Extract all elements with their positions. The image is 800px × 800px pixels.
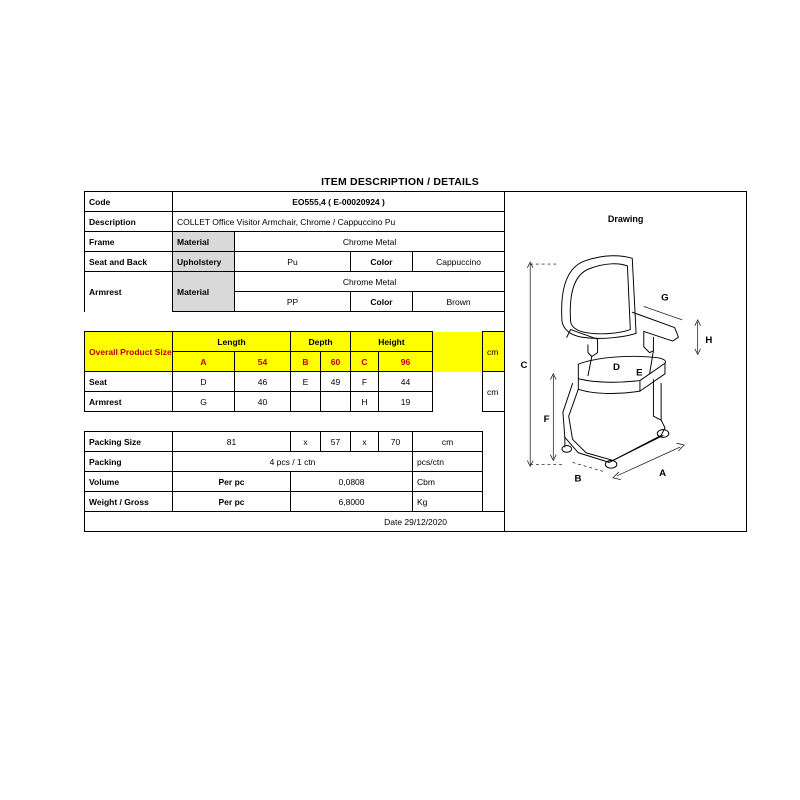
dim-label-c: C — [520, 359, 528, 371]
description-label: Description — [85, 212, 173, 232]
date-value: Date 29/12/2020 — [85, 512, 747, 532]
armrest-dims-blank1 — [291, 392, 321, 412]
seat-val-e: 49 — [321, 372, 351, 392]
armrest-sub-label: Material — [173, 272, 235, 312]
armrest-dims-pad — [433, 392, 483, 412]
weight-label: Weight / Gross — [85, 492, 173, 512]
dim-label-b: B — [574, 473, 582, 485]
dim-label-h: H — [705, 334, 713, 346]
drawing-figure — [509, 224, 742, 514]
volume-pad — [483, 472, 505, 492]
volume-value: 0,0808 — [291, 472, 413, 492]
drawing-title: Drawing — [607, 213, 644, 224]
overall-val-a: 54 — [235, 352, 291, 372]
dim-label-a: A — [659, 467, 667, 479]
volume-per: Per pc — [173, 472, 291, 492]
packing-size-x1: x — [291, 432, 321, 452]
weight-pad — [483, 492, 505, 512]
armrest-pp-value: PP — [235, 292, 351, 312]
overall-height-header: Height — [351, 332, 433, 352]
overall-key-b: B — [291, 352, 321, 372]
weight-value: 6,8000 — [291, 492, 413, 512]
overall-val-c: 96 — [379, 352, 433, 372]
packing-size-height: 70 — [379, 432, 413, 452]
armrest-key-g: G — [173, 392, 235, 412]
seat-unit: cm — [483, 372, 505, 412]
code-label: Code — [85, 192, 173, 212]
seat-val-f: 44 — [379, 372, 433, 392]
weight-per: Per pc — [173, 492, 291, 512]
volume-unit: Cbm — [413, 472, 483, 492]
armrest-dims-blank2 — [321, 392, 351, 412]
overall-key-a: A — [173, 352, 235, 372]
overall-depth-header: Depth — [291, 332, 351, 352]
seat-back-color-label: Color — [351, 252, 413, 272]
dim-label-g: G — [661, 292, 669, 304]
seat-key-e: E — [291, 372, 321, 392]
table-row — [85, 192, 747, 212]
item-details-table — [84, 191, 747, 532]
dim-label-d: D — [613, 361, 621, 373]
seat-val-d: 46 — [235, 372, 291, 392]
code-value: EO555,4 ( E-00020924 ) — [173, 192, 505, 212]
packing-value: 4 pcs / 1 ctn — [173, 452, 413, 472]
frame-sub-label: Material — [173, 232, 235, 252]
page-title: ITEM DESCRIPTION / DETAILS — [321, 176, 479, 188]
packing-size-label: Packing Size — [85, 432, 173, 452]
drawing-panel — [505, 192, 747, 532]
overall-val-b: 60 — [321, 352, 351, 372]
frame-label: Frame — [85, 232, 173, 252]
packing-size-unit: cm — [413, 432, 483, 452]
seat-key-f: F — [351, 372, 379, 392]
armrest-label: Armrest — [85, 272, 173, 312]
spec-sheet — [84, 176, 716, 532]
frame-value: Chrome Metal — [235, 232, 505, 252]
overall-value-pad — [433, 352, 483, 372]
seat-back-sub-label: Upholstery — [173, 252, 235, 272]
overall-length-header: Length — [173, 332, 291, 352]
armrest-dims-label: Armrest — [85, 392, 173, 412]
armrest-val-g: 40 — [235, 392, 291, 412]
volume-label: Volume — [85, 472, 173, 492]
packing-unit: pcs/ctn — [413, 452, 483, 472]
seat-pad — [433, 372, 483, 392]
weight-unit: Kg — [413, 492, 483, 512]
packing-size-x2: x — [351, 432, 379, 452]
armrest-color-value: Brown — [413, 292, 505, 312]
seat-dims-label: Seat — [85, 372, 173, 392]
dim-label-f: F — [543, 413, 550, 425]
overall-key-c: C — [351, 352, 379, 372]
armrest-material-value: Chrome Metal — [235, 272, 505, 292]
packing-size-width: 57 — [321, 432, 351, 452]
overall-size-label: Overall Product Size — [85, 332, 173, 372]
armrest-key-h: H — [351, 392, 379, 412]
seat-key-d: D — [173, 372, 235, 392]
overall-header-pad — [433, 332, 483, 352]
dim-label-e: E — [636, 367, 643, 379]
seat-back-label: Seat and Back — [85, 252, 173, 272]
overall-unit: cm — [483, 332, 505, 372]
armrest-color-label: Color — [351, 292, 413, 312]
seat-back-upholstery-value: Pu — [235, 252, 351, 272]
packing-label: Packing — [85, 452, 173, 472]
packing-size-pad — [483, 432, 505, 452]
packing-pad — [483, 452, 505, 472]
description-value: COLLET Office Visitor Armchair, Chrome / Cappuccino Pu — [173, 212, 505, 232]
packing-size-length: 81 — [173, 432, 291, 452]
seat-back-color-value: Cappuccino — [413, 252, 505, 272]
armrest-val-h: 19 — [379, 392, 433, 412]
